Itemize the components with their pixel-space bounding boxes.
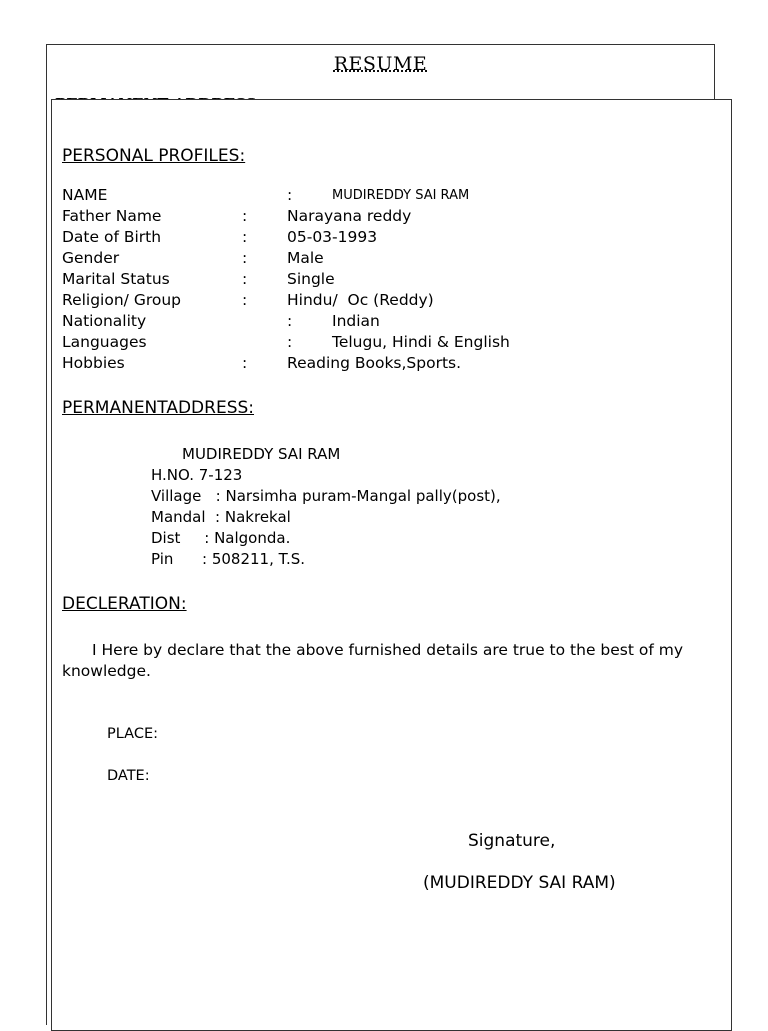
permanent-address-heading: PERMANENTADDRESS:: [62, 398, 255, 418]
signature-label: Signature,: [468, 831, 556, 851]
declaration-text: [62, 640, 702, 682]
profile-value: Telugu, Hindi & English: [332, 333, 510, 351]
profile-sep: :: [242, 228, 248, 246]
profile-value: Single: [287, 270, 335, 288]
profile-value: Reading Books,Sports.: [287, 354, 462, 372]
profile-label: Gender: [62, 249, 120, 267]
address-mandal: Mandal : Nakrekal: [151, 508, 291, 526]
date-label: DATE:: [107, 768, 150, 784]
profile-label: Languages: [62, 333, 147, 351]
profile-sep: :: [242, 354, 248, 372]
profile-sep: :: [242, 270, 248, 288]
profile-label: NAME: [62, 186, 108, 204]
place-label: PLACE:: [107, 726, 158, 742]
profile-label: Father Name: [62, 207, 162, 225]
address-village: Village : Narsimha puram-Mangal pally(post),: [151, 487, 501, 505]
profile-label: Marital Status: [62, 270, 170, 288]
profile-row-dob: [62, 228, 682, 249]
profile-sep: :: [242, 207, 248, 225]
profile-value: 05-03-1993: [287, 228, 378, 246]
front-page: [51, 99, 732, 1031]
profile-value: Male: [287, 249, 324, 267]
signer-name: (MUDIREDDY SAI RAM): [423, 873, 616, 893]
declaration-heading: DECLERATION:: [62, 594, 187, 614]
profile-sep: :: [287, 312, 293, 330]
profile-sep: :: [242, 291, 248, 309]
profile-row-marital-status: [62, 270, 682, 291]
profile-row-languages: [62, 333, 682, 354]
profile-sep: :: [242, 249, 248, 267]
address-dist: Dist : Nalgonda.: [151, 529, 291, 547]
profile-label: Date of Birth: [62, 228, 162, 246]
address-name: MUDIREDDY SAI RAM: [182, 445, 341, 463]
profile-row-religion: [62, 291, 682, 312]
declaration-body: I Here by declare that the above furnished details are true to the best of my knowledge.: [62, 641, 683, 680]
personal-profiles-heading: PERSONAL PROFILES:: [62, 146, 246, 166]
profile-row-name: [62, 186, 682, 207]
profile-row-gender: [62, 249, 682, 270]
profile-sep: :: [287, 186, 293, 204]
address-hno: H.NO. 7-123: [151, 466, 243, 484]
profile-value: Hindu/ Oc (Reddy): [287, 291, 434, 309]
profile-value: MUDIREDDY SAI RAM: [332, 188, 470, 203]
profile-label: Nationality: [62, 312, 147, 330]
address-pin: Pin : 508211, T.S.: [151, 550, 306, 568]
profile-label: Hobbies: [62, 354, 125, 372]
profile-row-hobbies: [62, 354, 682, 375]
profile-row-father-name: [62, 207, 682, 228]
profile-row-nationality: [62, 312, 682, 333]
profile-label: Religion/ Group: [62, 291, 182, 309]
profile-value: Narayana reddy: [287, 207, 412, 225]
resume-title: RESUME: [333, 53, 428, 75]
profile-value: Indian: [332, 312, 380, 330]
profile-sep: :: [287, 333, 293, 351]
